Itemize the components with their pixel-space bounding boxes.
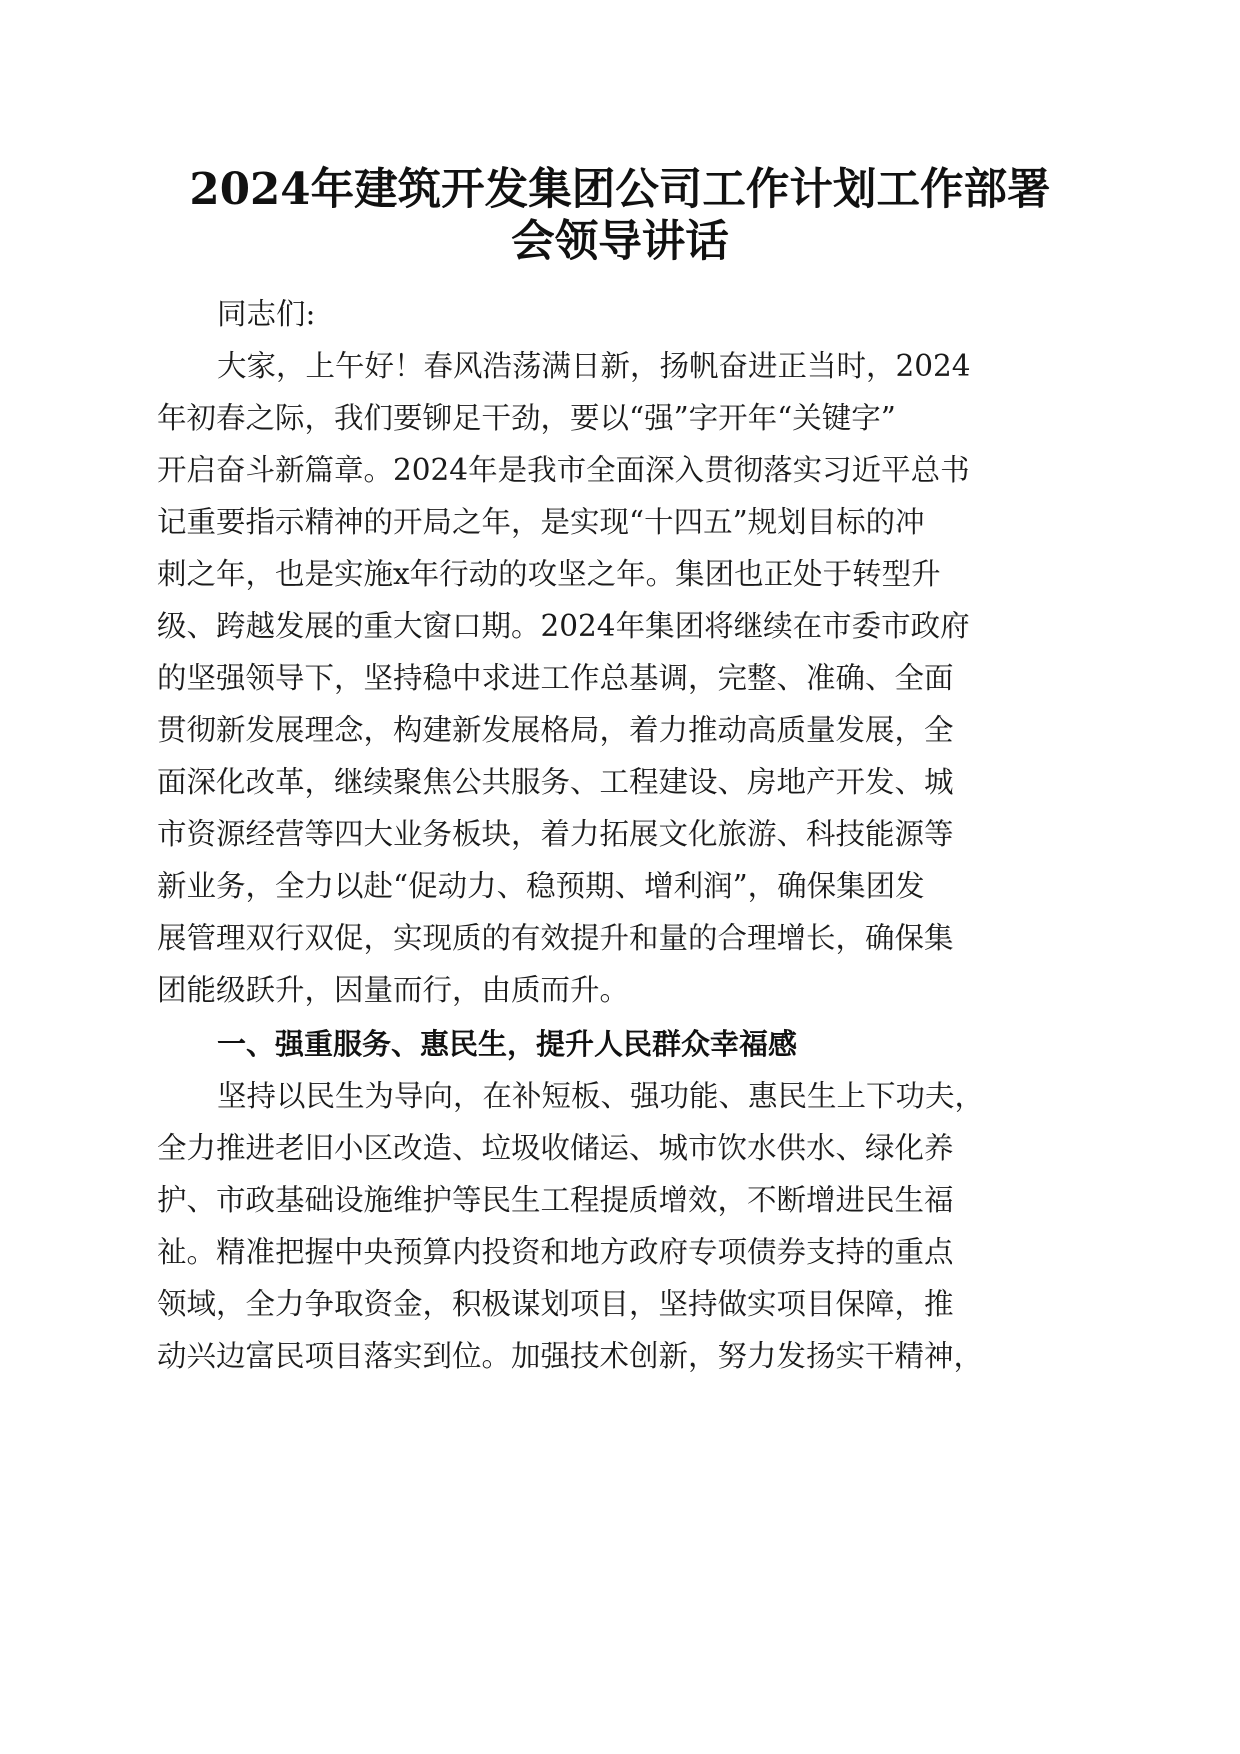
paragraph-2-line: 全力推进老旧小区改造、垃圾收储运、城市饮水供水、绿化养 bbox=[157, 1131, 954, 1165]
paragraph-2-line: 领域，全力争取资金，积极谋划项目，坚持做实项目保障，推 bbox=[157, 1287, 954, 1321]
paragraph-1-line: 新业务，全力以赴“促动力、稳预期、增利润”，确保集团发 bbox=[157, 869, 925, 903]
salutation: 同志们: bbox=[217, 297, 316, 331]
paragraph-1-line: 年初春之际，我们要铆足干劲，要以“强”字开年“关键字” bbox=[157, 401, 896, 435]
paragraph-1-line: 面深化改革，继续聚焦公共服务、工程建设、房地产开发、城 bbox=[157, 765, 954, 799]
paragraph-1-line: 市资源经营等四大业务板块，着力拓展文化旅游、科技能源等 bbox=[157, 817, 954, 851]
paragraph-2-line: 坚持以民生为导向，在补短板、强功能、惠民生上下功夫， bbox=[217, 1079, 985, 1113]
paragraph-1-line: 记重要指示精神的开局之年，是实现“十四五”规划目标的冲 bbox=[157, 505, 925, 539]
paragraph-1-line: 开启奋斗新篇章。2024年是我市全面深入贯彻落实习近平总书 bbox=[157, 453, 970, 487]
paragraph-1-line: 大家，上午好！春风浩荡满日新，扬帆奋进正当时，2024 bbox=[217, 349, 971, 383]
paragraph-1-line: 展管理双行双促，实现质的有效提升和量的合理增长，确保集 bbox=[157, 921, 954, 955]
paragraph-1-line: 团能级跃升，因量而行，由质而升。 bbox=[157, 973, 630, 1007]
paragraph-2-line: 动兴边富民项目落实到位。加强技术创新，努力发扬实干精神， bbox=[157, 1339, 984, 1373]
paragraph-2-line: 祉。精准把握中央预算内投资和地方政府专项债券支持的重点 bbox=[157, 1235, 954, 1269]
paragraph-1-line: 级、跨越发展的重大窗口期。2024年集团将继续在市委市政府 bbox=[157, 609, 970, 643]
document-title-line-1: 2024年建筑开发集团公司工作计划工作部署 bbox=[189, 164, 1051, 215]
section-heading-1: 一、强重服务、惠民生，提升人民群众幸福感 bbox=[217, 1027, 798, 1061]
paragraph-1-line: 贯彻新发展理念，构建新发展格局，着力推动高质量发展，全 bbox=[157, 713, 954, 747]
paragraph-1-line: 刺之年，也是实施x年行动的攻坚之年。集团也正处于转型升 bbox=[157, 557, 941, 591]
paragraph-2-line: 护、市政基础设施维护等民生工程提质增效，不断增进民生福 bbox=[157, 1183, 954, 1217]
paragraph-1-line: 的坚强领导下，坚持稳中求进工作总基调，完整、准确、全面 bbox=[157, 661, 954, 695]
document-title-line-2: 会领导讲话 bbox=[511, 216, 729, 267]
